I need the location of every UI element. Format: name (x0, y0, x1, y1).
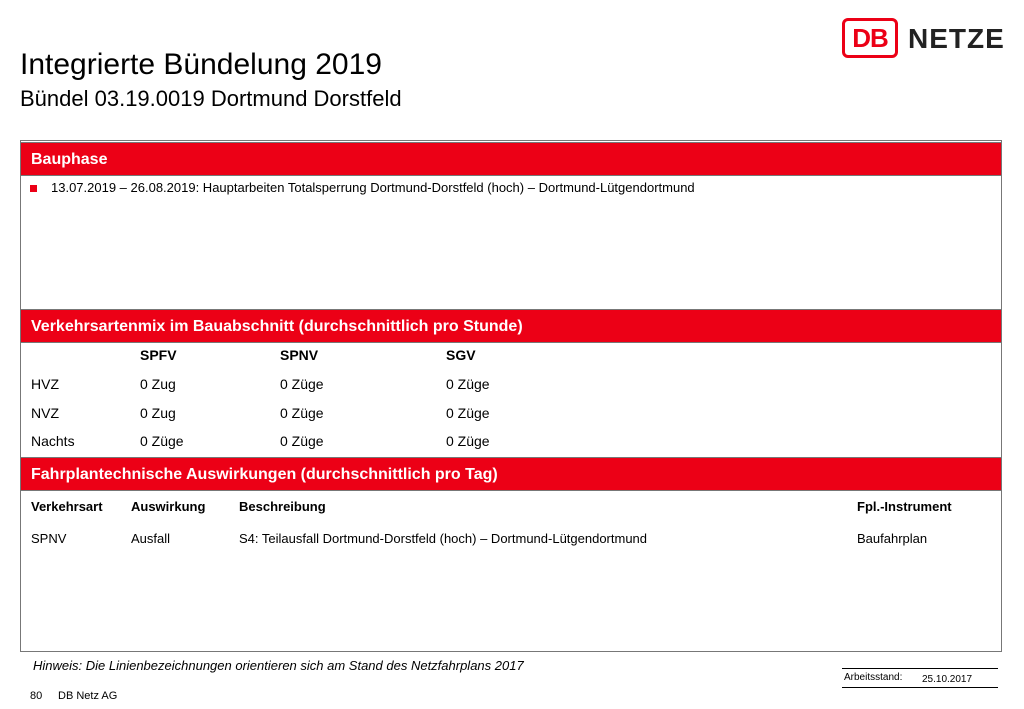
arbeitsstand-box (842, 668, 998, 688)
bauphase-text: 13.07.2019 – 26.08.2019: Hauptarbeiten Totalsperrung Dortmund-Dorstfeld (hoch) – Dortmund-Lütgendortmund (51, 180, 695, 195)
verkehr-cell: 0 Züge (140, 433, 184, 449)
fahrplan-cell: Ausfall (131, 531, 171, 546)
section-header-verkehr: Verkehrsartenmix im Bauabschnitt (durchschnittlich pro Stunde) (20, 309, 1002, 343)
verkehr-cell: 0 Züge (280, 433, 324, 449)
verkehr-row-label: NVZ (31, 405, 59, 421)
verkehr-col-header: SPNV (280, 347, 319, 363)
verkehr-cell: 0 Züge (446, 405, 490, 421)
netze-wordmark: NETZE (908, 23, 1005, 54)
page-number: 80 (30, 690, 43, 702)
verkehr-row-label: HVZ (31, 376, 59, 392)
bullet-square-icon (30, 185, 37, 192)
arbeitsstand-date: 25.10.2017 (922, 674, 973, 685)
verkehr-cell: 0 Zug (140, 405, 176, 421)
verkehr-row-label: Nachts (31, 433, 75, 449)
db-netze-logo (842, 18, 1005, 60)
company-name: DB Netz AG (58, 690, 118, 702)
bauphase-bullet (30, 180, 695, 196)
verkehr-cell: 0 Züge (446, 433, 490, 449)
footer (30, 690, 117, 702)
arbeitsstand-label: Arbeitsstand: (844, 672, 903, 683)
content-frame (20, 140, 1002, 652)
fahrplan-col-header: Verkehrsart (31, 499, 103, 514)
page-title: Integrierte Bündelung 2019 (20, 48, 382, 81)
section-header-fahrplan: Fahrplantechnische Auswirkungen (durchschnittlich pro Tag) (20, 457, 1002, 491)
footnote: Hinweis: Die Linienbezeichnungen orientieren sich am Stand des Netzfahrplans 2017 (33, 658, 524, 673)
fahrplan-col-header: Auswirkung (131, 499, 206, 514)
section-header-bauphase: Bauphase (20, 142, 1002, 176)
fahrplan-col-header: Beschreibung (239, 499, 326, 514)
fahrplan-cell: Baufahrplan (857, 531, 928, 546)
fahrplan-cell: S4: Teilausfall Dortmund-Dorstfeld (hoch) – Dortmund-Lütgendortmund (239, 531, 648, 546)
page-subtitle: Bündel 03.19.0019 Dortmund Dorstfeld (20, 86, 402, 111)
verkehr-cell: 0 Züge (280, 405, 324, 421)
verkehr-cell: 0 Züge (280, 376, 324, 392)
fahrplan-col-header: Fpl.-Instrument (857, 499, 952, 514)
verkehr-cell: 0 Züge (446, 376, 490, 392)
verkehr-col-header: SPFV (140, 347, 177, 363)
verkehr-col-header: SGV (446, 347, 476, 363)
verkehr-cell: 0 Zug (140, 376, 176, 392)
fahrplan-cell: SPNV (31, 531, 67, 546)
db-logo-mark: DB (842, 18, 898, 58)
